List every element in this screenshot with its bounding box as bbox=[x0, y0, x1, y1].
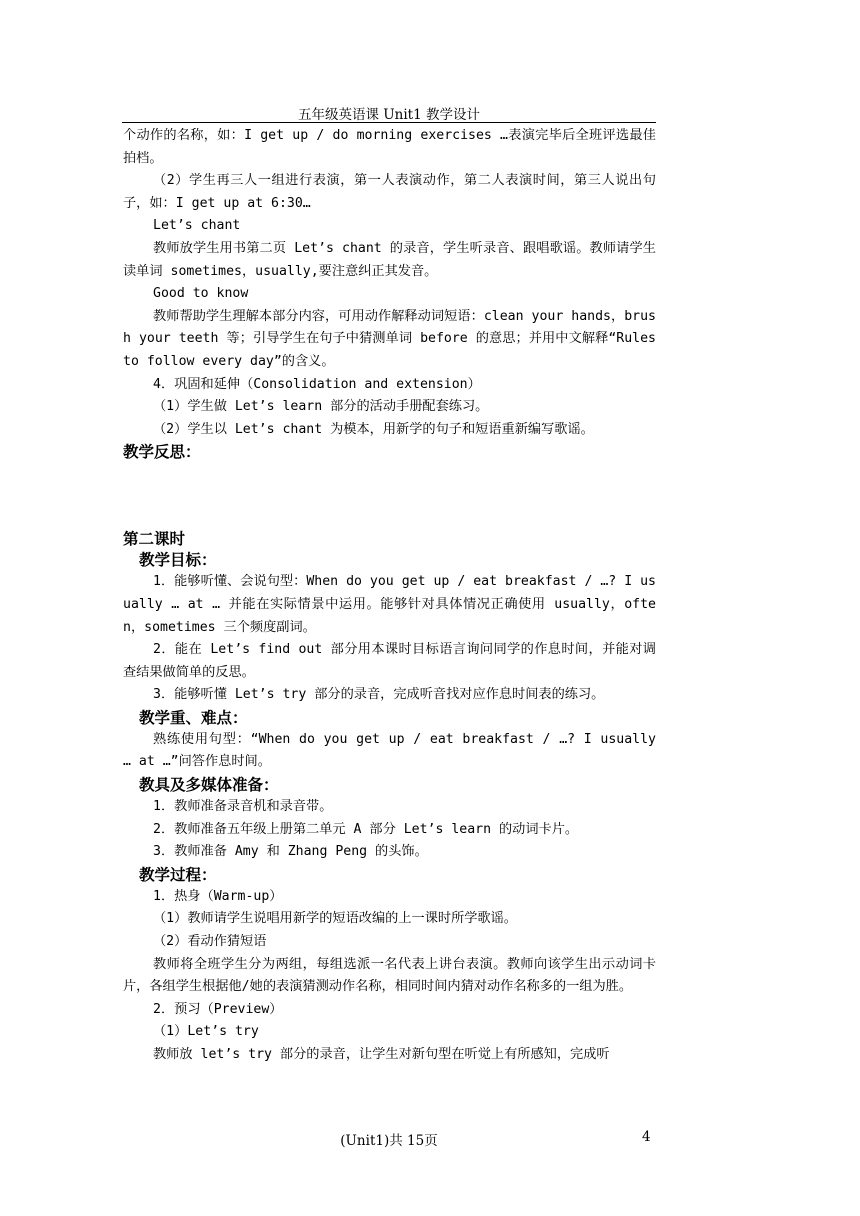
paragraph: （2）看动作猜短语 bbox=[153, 934, 267, 950]
section-heading: 教学反思： bbox=[123, 443, 201, 462]
paragraph: 2．预习（Preview） bbox=[153, 1001, 283, 1017]
paragraph: 1．能够听懂、会说句型：When do you get up / eat breakfast / …? I usually … at … 并能在实际情景中运用。能够针对具体情况正确使用 usually，often，sometimes 三个频度副词。 bbox=[123, 574, 656, 635]
paragraph: Let’s chant bbox=[153, 218, 241, 234]
paragraph: 教师放 let’s try 部分的录音，让学生对新句型在听觉上有所感知，完成听 bbox=[153, 1047, 610, 1062]
paragraph: 4．巩固和延伸（Consolidation and extension） bbox=[153, 376, 481, 392]
paragraph: Good to know bbox=[153, 286, 249, 302]
section-heading: 教学重、难点： bbox=[139, 708, 248, 727]
paragraph: （1）学生做 Let’s learn 部分的活动手册配套练习。 bbox=[153, 399, 489, 415]
paragraph: 2．能在 Let’s find out 部分用本课时目标语言询问同学的作息时间，并能对调查结果做简单的反思。 bbox=[123, 642, 656, 680]
page-header: 五年级英语课 Unit1 教学设计 bbox=[298, 107, 480, 123]
section-title: 第二课时 bbox=[123, 530, 186, 549]
paragraph: 教师放学生用书第二页 Let’s chant 的录音，学生听录音、跟唱歌谣。教师请学生读单词 sometimes，usually,要注意纠正其发音。 bbox=[123, 240, 656, 279]
paragraph: 3．教师准备 Amy 和 Zhang Peng 的头饰。 bbox=[153, 844, 428, 860]
paragraph: 个动作的名称，如：I get up / do morning exercises …表演完毕后全班评选最佳拍档。 bbox=[123, 128, 656, 166]
document-body bbox=[123, 125, 656, 1067]
section-heading: 教具及多媒体准备： bbox=[139, 776, 279, 795]
paragraph: 教师将全班学生分为两组，每组选派一名代表上讲台表演。教师向该学生出示动词卡片，各组学生根据他/她的表演猜测动作名称，相同时间内猜对动作名称多的一组为胜。 bbox=[123, 956, 656, 995]
paragraph: 1．热身（Warm-up） bbox=[153, 888, 283, 904]
paragraph: （2）学生以 Let’s chant 为模本，用新学的句子和短语重新编写歌谣。 bbox=[153, 421, 594, 437]
paragraph: （2）学生再三人一组进行表演，第一人表演动作，第二人表演时间，第三人说出句子，如：I get up at 6:30… bbox=[123, 173, 656, 211]
paragraph: （1）教师请学生说唱用新学的短语改编的上一课时所学歌谣。 bbox=[153, 911, 517, 927]
section-heading: 教学过程： bbox=[139, 865, 217, 884]
paragraph: 2．教师准备五年级上册第二单元 A 部分 Let’s learn 的动词卡片。 bbox=[153, 821, 579, 837]
paragraph: 1．教师准备录音机和录音带。 bbox=[153, 799, 333, 815]
spacer bbox=[123, 463, 656, 527]
section-heading: 教学目标： bbox=[139, 551, 217, 570]
page-footer: (Unit1)共 15页 bbox=[340, 1133, 438, 1149]
paragraph: 教师帮助学生理解本部分内容，可用动作解释动词短语：clean your hands，brush your teeth 等；引导学生在句子中猜测单词 before 的意思；并用中文解释“Rules to follow every day”的含义。 bbox=[123, 308, 656, 369]
paragraph: 3．能够听懂 Let’s try 部分的录音，完成听音找对应作息时间表的练习。 bbox=[153, 687, 605, 703]
page-number: 4 bbox=[642, 1129, 651, 1145]
header-rule bbox=[122, 122, 656, 123]
paragraph: （1）Let’s try bbox=[153, 1024, 259, 1040]
paragraph: 熟练使用句型：“When do you get up / eat breakfast / …? I usually … at …”问答作息时间。 bbox=[123, 731, 656, 770]
